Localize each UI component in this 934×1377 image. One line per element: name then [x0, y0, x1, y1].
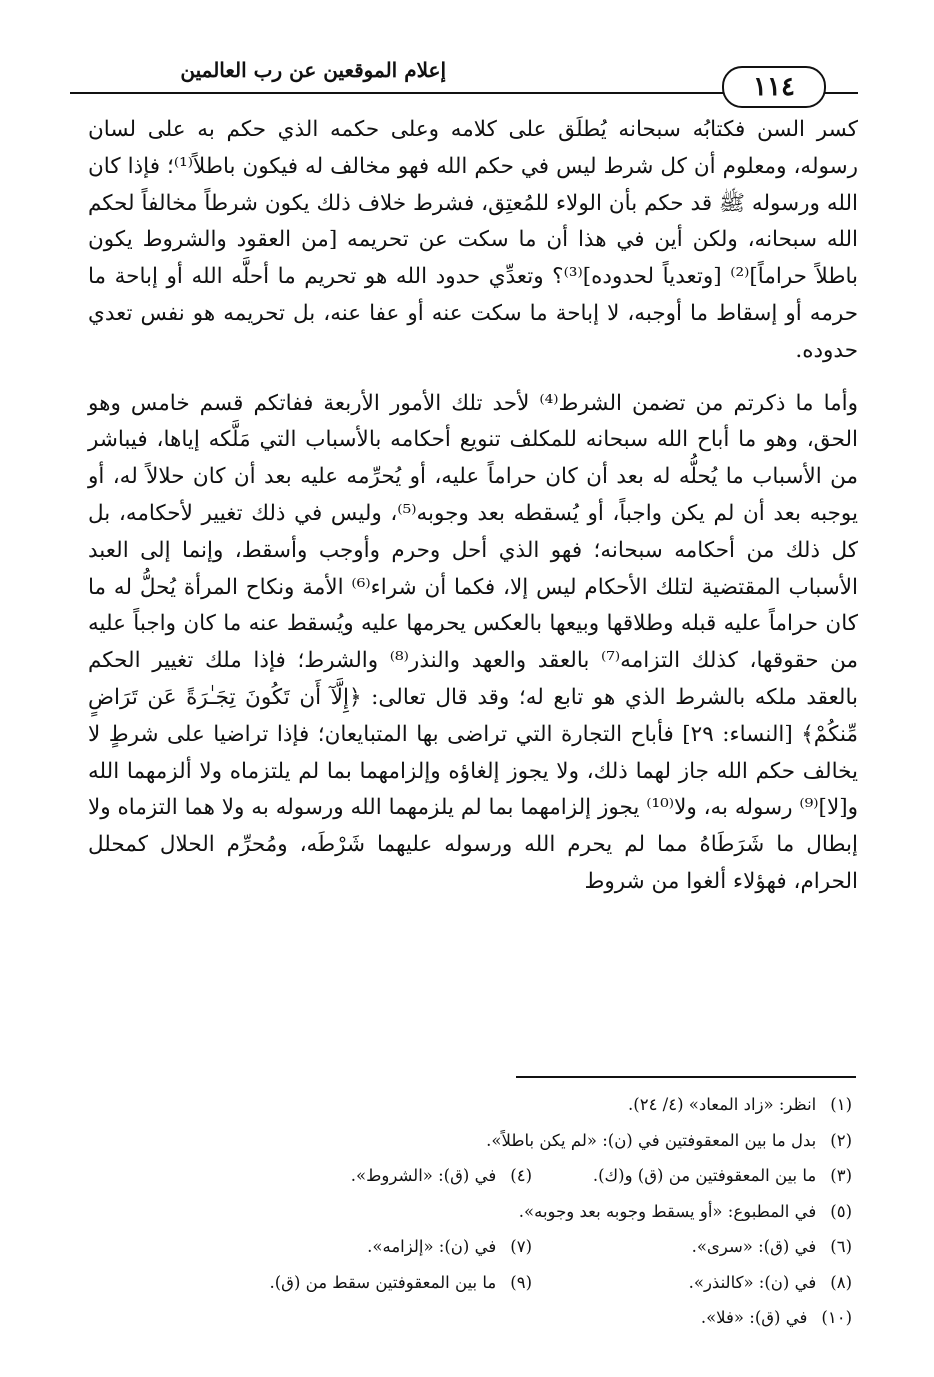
footnote-text: في (ن): «كالنذر».: [688, 1272, 817, 1292]
footnote: [532, 1265, 852, 1301]
footnote: [486, 1123, 852, 1159]
footnote-row: [72, 1158, 852, 1194]
footnote-divider: [516, 1076, 856, 1078]
paragraph-1: كسر السن فكتابُه سبحانه يُطلَق على كلامه وعلى حكمه الذي حكم به على لسان رسوله، ومعلوم أن كل شرط ليس في حكم الله فهو مخالف له فيكون باطلاً⁽¹⁾؛ فإذا كان الله ورسوله ﷺ قد حكم بأن الولاء للمُعتِق، فشرط خلاف ذلك يكون شرطاً مخالفاً لحكم الله سبحانه، ولكن أين في هذا أن ما سكت عن تحريمه [من العقود والشروط يكون باطلاً حراماً]⁽²⁾ [وتعدياً لحدوده]⁽³⁾؟ وتعدِّي حدود الله هو تحريم ما أحلَّه الله أو إباحة ما حرمه أو إسقاط ما أوجبه، لا إباحة ما سكت عنه أو عفا عنه، بل تحريمه هو نفس تعدي حدوده.: [88, 117, 859, 363]
main-text: [88, 112, 858, 901]
footnote-row: [72, 1123, 852, 1159]
footnote-number: (٨): [830, 1272, 852, 1292]
footnote-text: بدل ما بين المعقوفتين في (ن): «لم يكن باطلاً».: [486, 1130, 817, 1150]
footnote: [519, 1194, 852, 1230]
footnote: [701, 1300, 852, 1336]
footnote: [532, 1158, 852, 1194]
footnote-number: (٦): [830, 1237, 852, 1256]
footnote-number: (٢): [830, 1130, 852, 1150]
footnote: [351, 1158, 532, 1194]
footnote-number: (٤): [510, 1166, 532, 1185]
footnote-text: في (ق): «فلا».: [700, 1308, 808, 1327]
footnote-number: (٥): [830, 1201, 852, 1221]
footnote-number: (٩): [510, 1272, 532, 1292]
footnote-row: [72, 1229, 852, 1265]
footnote-number: (٣): [830, 1166, 852, 1185]
footnote-text: ما بين المعقوفتين سقط من (ق).: [269, 1272, 497, 1292]
footnote-number: (١): [830, 1095, 852, 1114]
footnote-text: في (ق): «سرى».: [691, 1237, 817, 1256]
footnote-text: في (ن): «إلزامه».: [367, 1237, 497, 1256]
page-number: ١١٤: [722, 66, 826, 108]
footnote-text: ما بين المعقوفتين من (ق) و(ك).: [592, 1166, 817, 1185]
footnote: [628, 1087, 852, 1123]
footnote-number: (١٠): [821, 1308, 852, 1327]
footnotes: [72, 1087, 852, 1336]
footnote-text: في (ق): «الشروط».: [350, 1166, 497, 1185]
footnote: [269, 1265, 532, 1301]
footnote: [367, 1229, 532, 1265]
running-header-title: إعلام الموقعين عن رب العالمين: [180, 58, 446, 82]
footnote-row: [72, 1300, 852, 1336]
footnote-row: [72, 1265, 852, 1301]
footnote-row: [72, 1194, 852, 1230]
footnote-number: (٧): [510, 1237, 532, 1256]
footnote-text: انظر: «زاد المعاد» (٤/ ٢٤).: [628, 1095, 817, 1114]
footnote-row: [72, 1087, 852, 1123]
footnote-text: في المطبوع: «أو يسقط وجوبه بعد وجوبه».: [518, 1201, 817, 1221]
footnote: [532, 1229, 852, 1265]
paragraph-2: وأما ما ذكرتم من تضمن الشرط⁽⁴⁾ لأحد تلك الأمور الأربعة ففاتكم قسم خامس وهو الحق، وهو ما أباح الله سبحانه للمكلف تنويع أحكامه بالأسباب التي مَلَّكه إياها، فيباشر من الأسباب ما يُحلُّه له بعد أن كان حراماً عليه، أو يُحرِّمه عليه بعد أن كان حلالاً له، أو يوجبه بعد أن لم يكن واجباً، أو يُسقطه بعد وجوبه⁽⁵⁾، وليس في ذلك تغيير لأحكامه، بل كل ذلك من أحكامه سبحانه؛ فهو الذي أحل وحرم وأوجب وأسقط، وإنما إلى العبد الأسباب المقتضية لتلك الأحكام ليس إلا، فكما أن شراء⁽⁶⁾ الأمة ونكاح المرأة يُحلُّ له ما كان حراماً عليه قبله وطلاقها وبيعها بالعكس يحرمها عليه ويُسقط عنه ما كان واجباً عليه من حقوقها، كذلك التزامه⁽⁷⁾ بالعقد والعهد والنذر⁽⁸⁾ والشرط؛ فإذا ملك تغيير الحكم بالعقد ملكه بالشرط الذي هو تابع له؛ وقد قال تعالى: ﴿إِلَّآ أَن تَكُونَ تِجَـٰرَةً عَن تَرَاضٍ مِّنكُمْ﴾ [النساء: ٢٩] فأباح التجارة التي تراضى بها المتبايعان؛ فإذا تراضيا على شرطٍ لا يخالف حكم الله جاز لهما ذلك، ولا يجوز إلغاؤه وإلزامهما بما لم يلتزماه ولا ألزمهما الله و[لا]⁽⁹⁾ رسوله به، ولا⁽¹⁰⁾ يجوز إلزامهما بما لم يلزمهما الله ورسوله به ولا هما التزماه ولا إبطال ما شَرَطَاهُ مما لم يحرم الله ورسوله عليهما شَرْطَه، ومُحرِّم الحلال كمحلل الحرام، فهؤلاء ألغوا من شروط: [88, 390, 859, 894]
